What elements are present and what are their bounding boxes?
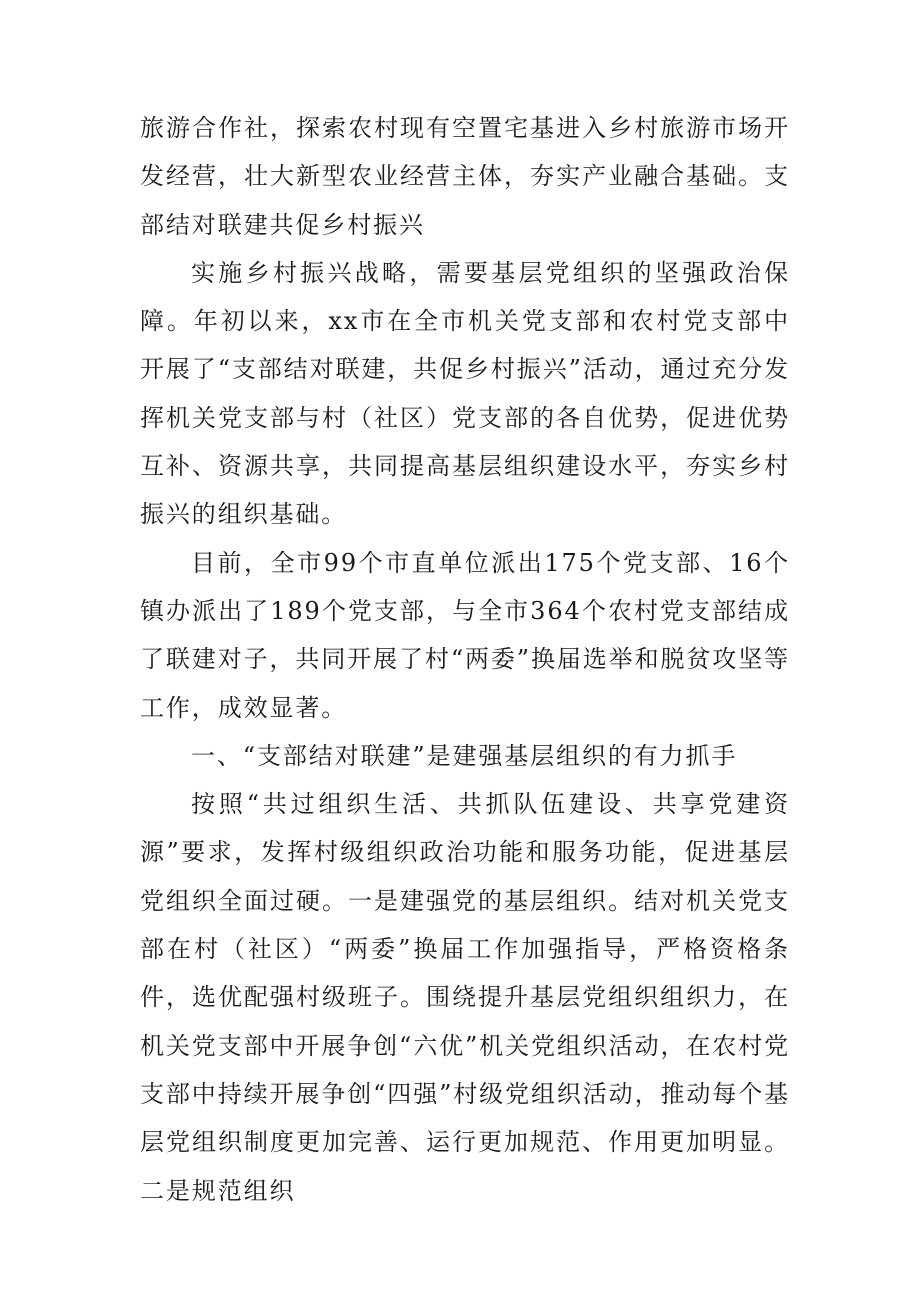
document-body xyxy=(140,104,790,1215)
paragraph-requirements: 按照“共过组织生活、共抓队伍建设、共享党建资源”要求，发挥村级组织政治功能和服务功能，促进基层党组织全面过硬。一是建强党的基层组织。结对机关党支部在村（社区）“两委”换届工作加强指导，严格资格条件，选优配强村级班子。围绕提升基层党组织组织力，在机关党支部中开展争创“六优”机关党组织活动，在农村党支部中持续开展争创“四强”村级党组织活动，推动每个基层党组织制度更加完善、运行更加规范、作用更加明显。二是规范组织 xyxy=(140,790,790,1205)
section-heading: 一、“支部结对联建”是建强基层组织的有力抓手 xyxy=(191,741,738,770)
paragraph-strategy: 实施乡村振兴战略，需要基层党组织的坚强政治保障。年初以来，xx市在全市机关党支部和农村党支部中开展了“支部结对联建，共促乡村振兴”活动，通过充分发挥机关党支部与村（社区）党支部的各自优势，促进优势互补、资源共享，共同提高基层组织建设水平，夯实乡村振兴的组织基础。 xyxy=(140,258,790,529)
paragraph-continued: 旅游合作社，探索农村现有空置宅基进入乡村旅游市场开发经营，壮大新型农业经营主体，夯实产业融合基础。支部结对联建共促乡村振兴 xyxy=(140,114,790,239)
paragraph-current-status: 目前，全市99个市直单位派出175个党支部、16个镇办派出了189个党支部，与全市364个农村党支部结成了联建对子，共同开展了村“两委”换届选举和脱贫攻坚等工作，成效显著。 xyxy=(140,548,790,722)
